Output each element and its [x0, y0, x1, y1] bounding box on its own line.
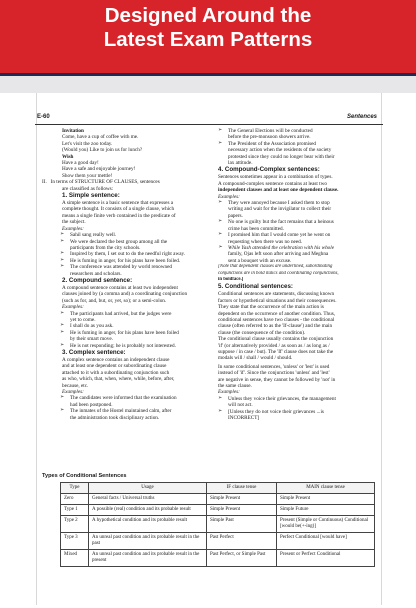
- banner-band: [0, 75, 416, 93]
- header-banner: [0, 0, 416, 75]
- text-line: A compound-complex sentence contains at least two: [218, 180, 327, 187]
- text-line: A compound sentence contains at least two independent: [62, 284, 178, 291]
- table-header-row: [61, 483, 375, 494]
- text-line: (such as for, and, but, or, yet, so); or a semi-colon.: [62, 297, 167, 304]
- example-item: ➢ Sahil sang really well.: [42, 232, 208, 238]
- column-header: IF clause tense: [207, 483, 277, 494]
- examples-label: Examples:: [62, 225, 84, 232]
- examples-label: Examples:: [218, 389, 240, 396]
- text-line: family, Ojas left soon after arriving and Meghna: [228, 251, 329, 258]
- example-item: ➢ No one is guilty but the fact remains that a heinous: [218, 219, 378, 225]
- text-line: dependent on the occurrence of another condition. Thus,: [218, 310, 336, 317]
- page-number: E-60: [37, 114, 50, 120]
- example-item: ➢ I shall do as you ask.: [42, 323, 208, 329]
- text-line: sent a bouquet with an excuse.: [228, 257, 292, 264]
- table-cell: Type 2: [61, 516, 89, 533]
- table-cell: Perfect Conditional [would have]: [277, 533, 375, 550]
- wish-label: Wish: [62, 153, 74, 160]
- text-line: Let's visit the zoo today.: [62, 140, 113, 147]
- examples-label: Examples:: [218, 193, 240, 200]
- banner-title-line1: Designed Around the: [104, 4, 312, 27]
- column-header: Type: [61, 483, 89, 494]
- table-cell: Simple Future: [277, 505, 375, 516]
- heading-compound-complex: 4. Compound-Complex sentences:: [218, 166, 320, 174]
- text-line: the same clause.: [218, 383, 252, 390]
- text-line: are classified as follows:: [62, 185, 114, 192]
- examples-label: Examples:: [62, 304, 84, 311]
- table-cell: Mixed: [61, 550, 89, 567]
- text-line: because, etc.: [62, 382, 89, 389]
- page-header: [35, 113, 383, 125]
- table-cell: Simple Present: [277, 494, 375, 505]
- text-line: modals will / shall / would / should.: [218, 355, 293, 362]
- text-line: researchers and scholars.: [70, 270, 122, 277]
- table-cell: An unreal past condition and its probable result in the past: [89, 533, 207, 550]
- text-line: INCORRECT]: [228, 415, 260, 422]
- text-line: Come, have a cup of coffee with me.: [62, 134, 139, 141]
- table-row: [61, 516, 375, 533]
- note-line: conjunctions are in bold italics and coordinating conjunctions,: [218, 270, 339, 276]
- text-line: conditional sentences have two clauses - the conditional: [218, 316, 335, 323]
- banner-title-line2: Latest Exam Patterns: [103, 28, 313, 51]
- table-cell: Simple Present: [207, 494, 277, 505]
- text-line: A simple sentence is a basic sentence that expresses a: [62, 200, 174, 207]
- heading-compound: 2. Compound sentence:: [62, 276, 133, 284]
- example-item: ➢ The participants had arrived, but the judges were: [42, 311, 208, 317]
- text-line: protested since they could no longer bear with their: [228, 153, 335, 160]
- text-line: factors or hypothetical situations and their consequences.: [218, 297, 337, 304]
- text-line: lax attitude.: [228, 160, 253, 167]
- text-line: Have a safe and enjoyable journey!: [62, 166, 136, 173]
- column-header: MAIN clause tense: [277, 483, 375, 494]
- text-line: instead of 'if'. Since the conjunctions 'unless' and 'lest': [218, 370, 330, 377]
- text-line: A complex sentence contains an independent clause: [62, 357, 170, 363]
- example-item: ➢ The President of the Association promised: [218, 141, 378, 147]
- text-line: Show them your mettle!: [62, 172, 113, 179]
- text-line: Have a good day!: [62, 160, 99, 167]
- table-cell: Present (Simple or Continuous) Conditional [would be(+-ing)]: [277, 516, 375, 533]
- table-row: [61, 505, 375, 516]
- text-line: and at least one dependent or subordinating clause: [62, 363, 167, 370]
- example-item: ➢ They were annoyed because I asked them to stop: [218, 200, 378, 206]
- heading-conditional: 5. Conditional sentences:: [218, 283, 293, 291]
- text-line: 'if' (or alternatively provided / as soon as / as long as /: [218, 342, 330, 349]
- table-row: [61, 550, 375, 567]
- text-line: will not act.: [228, 402, 253, 409]
- text-line: participants from the city schools.: [70, 244, 141, 251]
- text-line: the administration took disciplinary action.: [70, 414, 160, 421]
- examples-label: Examples:: [62, 389, 84, 396]
- heading-complex: 3. Complex sentence:: [62, 349, 126, 356]
- example-item: ➢ Unless they voice their grievances, the management: [218, 396, 378, 402]
- table-row: [61, 494, 375, 505]
- example-item: ➢ He is not responding; he is probably not interested.: [42, 343, 208, 349]
- example-item: ➢ We were declared the best group among all the: [42, 239, 208, 245]
- text-line: means a single finite verb contained in the predicate of: [62, 212, 176, 219]
- column-header: Usage: [89, 483, 207, 494]
- example-item: ➢ I promised him that I would come yet he went on: [218, 232, 378, 238]
- table-title: Types of Conditional Sentences: [42, 473, 127, 479]
- text-line: In some conditional sentences, 'unless' or 'lest' is used: [218, 363, 330, 370]
- table-cell: A hypothetical condition and its probable result: [89, 516, 207, 533]
- table-cell: Present or Perfect Conditional: [277, 550, 375, 567]
- example-item: ➢ The inmates of the Hostel maintained calm, after: [42, 408, 208, 414]
- example-item: ➢ The candidates were informed that the examination: [42, 395, 208, 401]
- text-line: yet to come.: [70, 316, 96, 323]
- table-cell: An unreal past condition and its probable result in the present: [89, 550, 207, 567]
- example-item: ➢ The conference was attended by world renowned: [42, 264, 208, 270]
- text-line: complete thought. It consists of a single clause, which: [62, 206, 175, 213]
- text-line: clause (often referred to as the 'If-clause') and the main: [218, 323, 333, 330]
- note-line: in boldface.]: [218, 276, 244, 282]
- table-cell: A possible (real) condition and its probable result: [89, 505, 207, 516]
- invitation-label: Invitation: [62, 128, 84, 134]
- text-line: had been postponed.: [70, 401, 113, 408]
- example-item: ➢ He is fuming in anger, for his plans have been foiled: [42, 330, 208, 336]
- table-cell: Past Perfect: [207, 533, 277, 550]
- table-cell: Type 1: [61, 505, 89, 516]
- text-line: In terms of STRUCTURE OF CLAUSES, sentences: [50, 179, 160, 186]
- example-item: ➢ [Unless they do not voice their grievances ...is: [218, 409, 378, 415]
- text-line: Conditional sentences are statements, discussing known: [218, 291, 335, 298]
- text-line: the subject.: [62, 219, 86, 226]
- table-cell: Past Perfect, or Simple Past: [207, 550, 277, 567]
- text-line: suppose / in case / but). The 'If' clause does not take the: [218, 349, 334, 355]
- text-line: clauses joined by (a comma and) a coordinating conjunction: [62, 291, 188, 298]
- banner-divider: [0, 73, 416, 76]
- right-column: [218, 128, 378, 421]
- table-cell: Zero: [61, 494, 89, 505]
- note-line: [Note that dependent clauses are underlined, subordinating: [218, 264, 333, 270]
- table-cell: General facts / Universal truths: [89, 494, 207, 505]
- text-line: as who, which, that, when, where, while, before, after,: [62, 376, 175, 383]
- roman-numeral: II.: [42, 179, 47, 186]
- example-item: ➢ Inspired by them, I set out to do the needful right away.: [42, 251, 208, 257]
- text-line: by their smart move.: [70, 336, 113, 343]
- text-line: necessary action when the residents of the society: [228, 147, 332, 154]
- text-line: clause (the consequence of the condition).: [218, 329, 306, 336]
- text-line: independent clauses and at least one dependent clause.: [218, 187, 339, 194]
- text-line: Sentences sometimes appear in a combination of types.: [218, 174, 333, 181]
- text-line: writing and wait for the invigilator to collect their: [228, 206, 332, 213]
- example-item: ➢ The General Elections will be conducted: [218, 128, 378, 134]
- text-line: (Would you) Like to join us for lunch?: [62, 147, 143, 154]
- table-cell: Simple Past: [207, 516, 277, 533]
- text-line: papers.: [228, 212, 243, 219]
- heading-simple: 1. Simple sentence:: [62, 192, 120, 200]
- text-line: are negative in sense, they cannot be followed by 'not' in: [218, 376, 336, 383]
- table-cell: Type 3: [61, 533, 89, 550]
- table-row: [61, 533, 375, 550]
- text-line: crime has been committed.: [228, 225, 284, 232]
- conditional-types-table: [60, 482, 375, 567]
- text-line: attached to it with a subordinating conjunction such: [62, 369, 170, 376]
- section-title: Sentences: [346, 114, 377, 120]
- text-line: before the pre-monsoon showers arrive.: [228, 134, 311, 141]
- text-line: requesting when there was no need.: [228, 238, 303, 245]
- text-line: The conditional clause usually contains the conjunction: [218, 336, 334, 343]
- table-cell: Simple Present: [207, 505, 277, 516]
- left-column: [42, 128, 208, 421]
- example-item: ➢ He is fuming in anger, for his plans have been foiled.: [42, 258, 208, 264]
- text-line: They state that the occurrence of the main action is: [218, 304, 324, 311]
- example-item: ➢ While Yash attended the celebration with his whole: [218, 245, 378, 251]
